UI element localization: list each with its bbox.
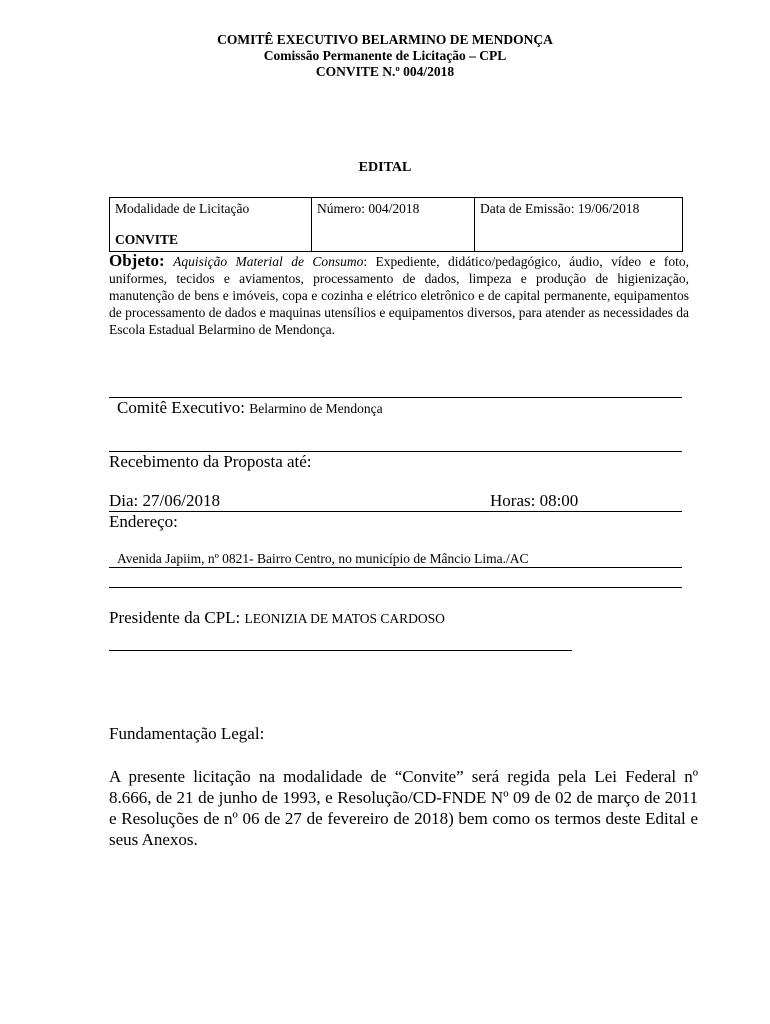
presidente-line — [109, 608, 445, 628]
header-convite-number: CONVITE N.º 004/2018 — [315, 64, 455, 79]
horas-field: Horas: 08:00 — [490, 491, 579, 510]
comite-line — [117, 398, 383, 418]
header-committee: COMITÊ EXECUTIVO BELARMINO DE MENDONÇA — [217, 32, 553, 47]
fundamentacao-title: Fundamentação Legal: — [109, 724, 265, 743]
header-commission: Comissão Permanente de Licitação – CPL — [263, 48, 507, 63]
endereco-value: Avenida Japiim, nº 0821- Bairro Centro, no município de Mâncio Lima./AC — [117, 551, 529, 566]
divider-line — [109, 587, 682, 588]
divider-line — [109, 511, 682, 512]
endereco-label: Endereço: — [109, 512, 178, 531]
objeto-label: Objeto: — [109, 251, 165, 270]
objeto-paragraph — [109, 252, 689, 338]
objeto-text: : Expediente, didático/pedagógico, áudio, vídeo e foto, uniformes, tecidos e aviamentos, processamento de dados, limpeza e produção de higienização, manutenção de bens e imóveis, copa e cozinha e elétrico eletrônico e de capital permanente, equipamentos de processamento de dados e maquinas utensílios e equipamentos diversos, para atender as necessidades da Escola Estadual Belarmino de Mendonça. — [109, 254, 690, 337]
objeto-italic: Aquisição Material de Consumo — [173, 254, 364, 269]
numero-cell: Número: 004/2018 — [312, 198, 475, 252]
comite-label: Comitê Executivo: — [117, 398, 245, 417]
comite-value: Belarmino de Mendonça — [249, 401, 383, 416]
divider-line — [109, 567, 682, 568]
document-header — [0, 32, 770, 80]
modalidade-label: Modalidade de Licitação — [115, 201, 250, 216]
info-table — [109, 197, 683, 252]
fundamentacao-text: A presente licitação na modalidade de “Convite” será regida pela Lei Federal nº 8.666, de 21 de junho de 1993, e Resolução/CD-FNDE Nº 09 de 02 de março de 2011 e Resoluções de nº 06 de 27 de fevereiro de 2018) bem como os termos deste Edital e seus Anexos. — [109, 767, 698, 849]
recebimento-label: Recebimento da Proposta até: — [109, 452, 312, 471]
modalidade-value: CONVITE — [115, 232, 179, 247]
edital-title: EDITAL — [358, 160, 412, 175]
presidente-label: Presidente da CPL: — [109, 608, 241, 627]
dia-field: Dia: 27/06/2018 — [109, 491, 220, 510]
signature-line — [109, 650, 572, 651]
presidente-value: LEONIZIA DE MATOS CARDOSO — [244, 611, 445, 626]
modalidade-cell — [110, 198, 312, 252]
data-emissao-cell: Data de Emissão: 19/06/2018 — [475, 198, 683, 252]
